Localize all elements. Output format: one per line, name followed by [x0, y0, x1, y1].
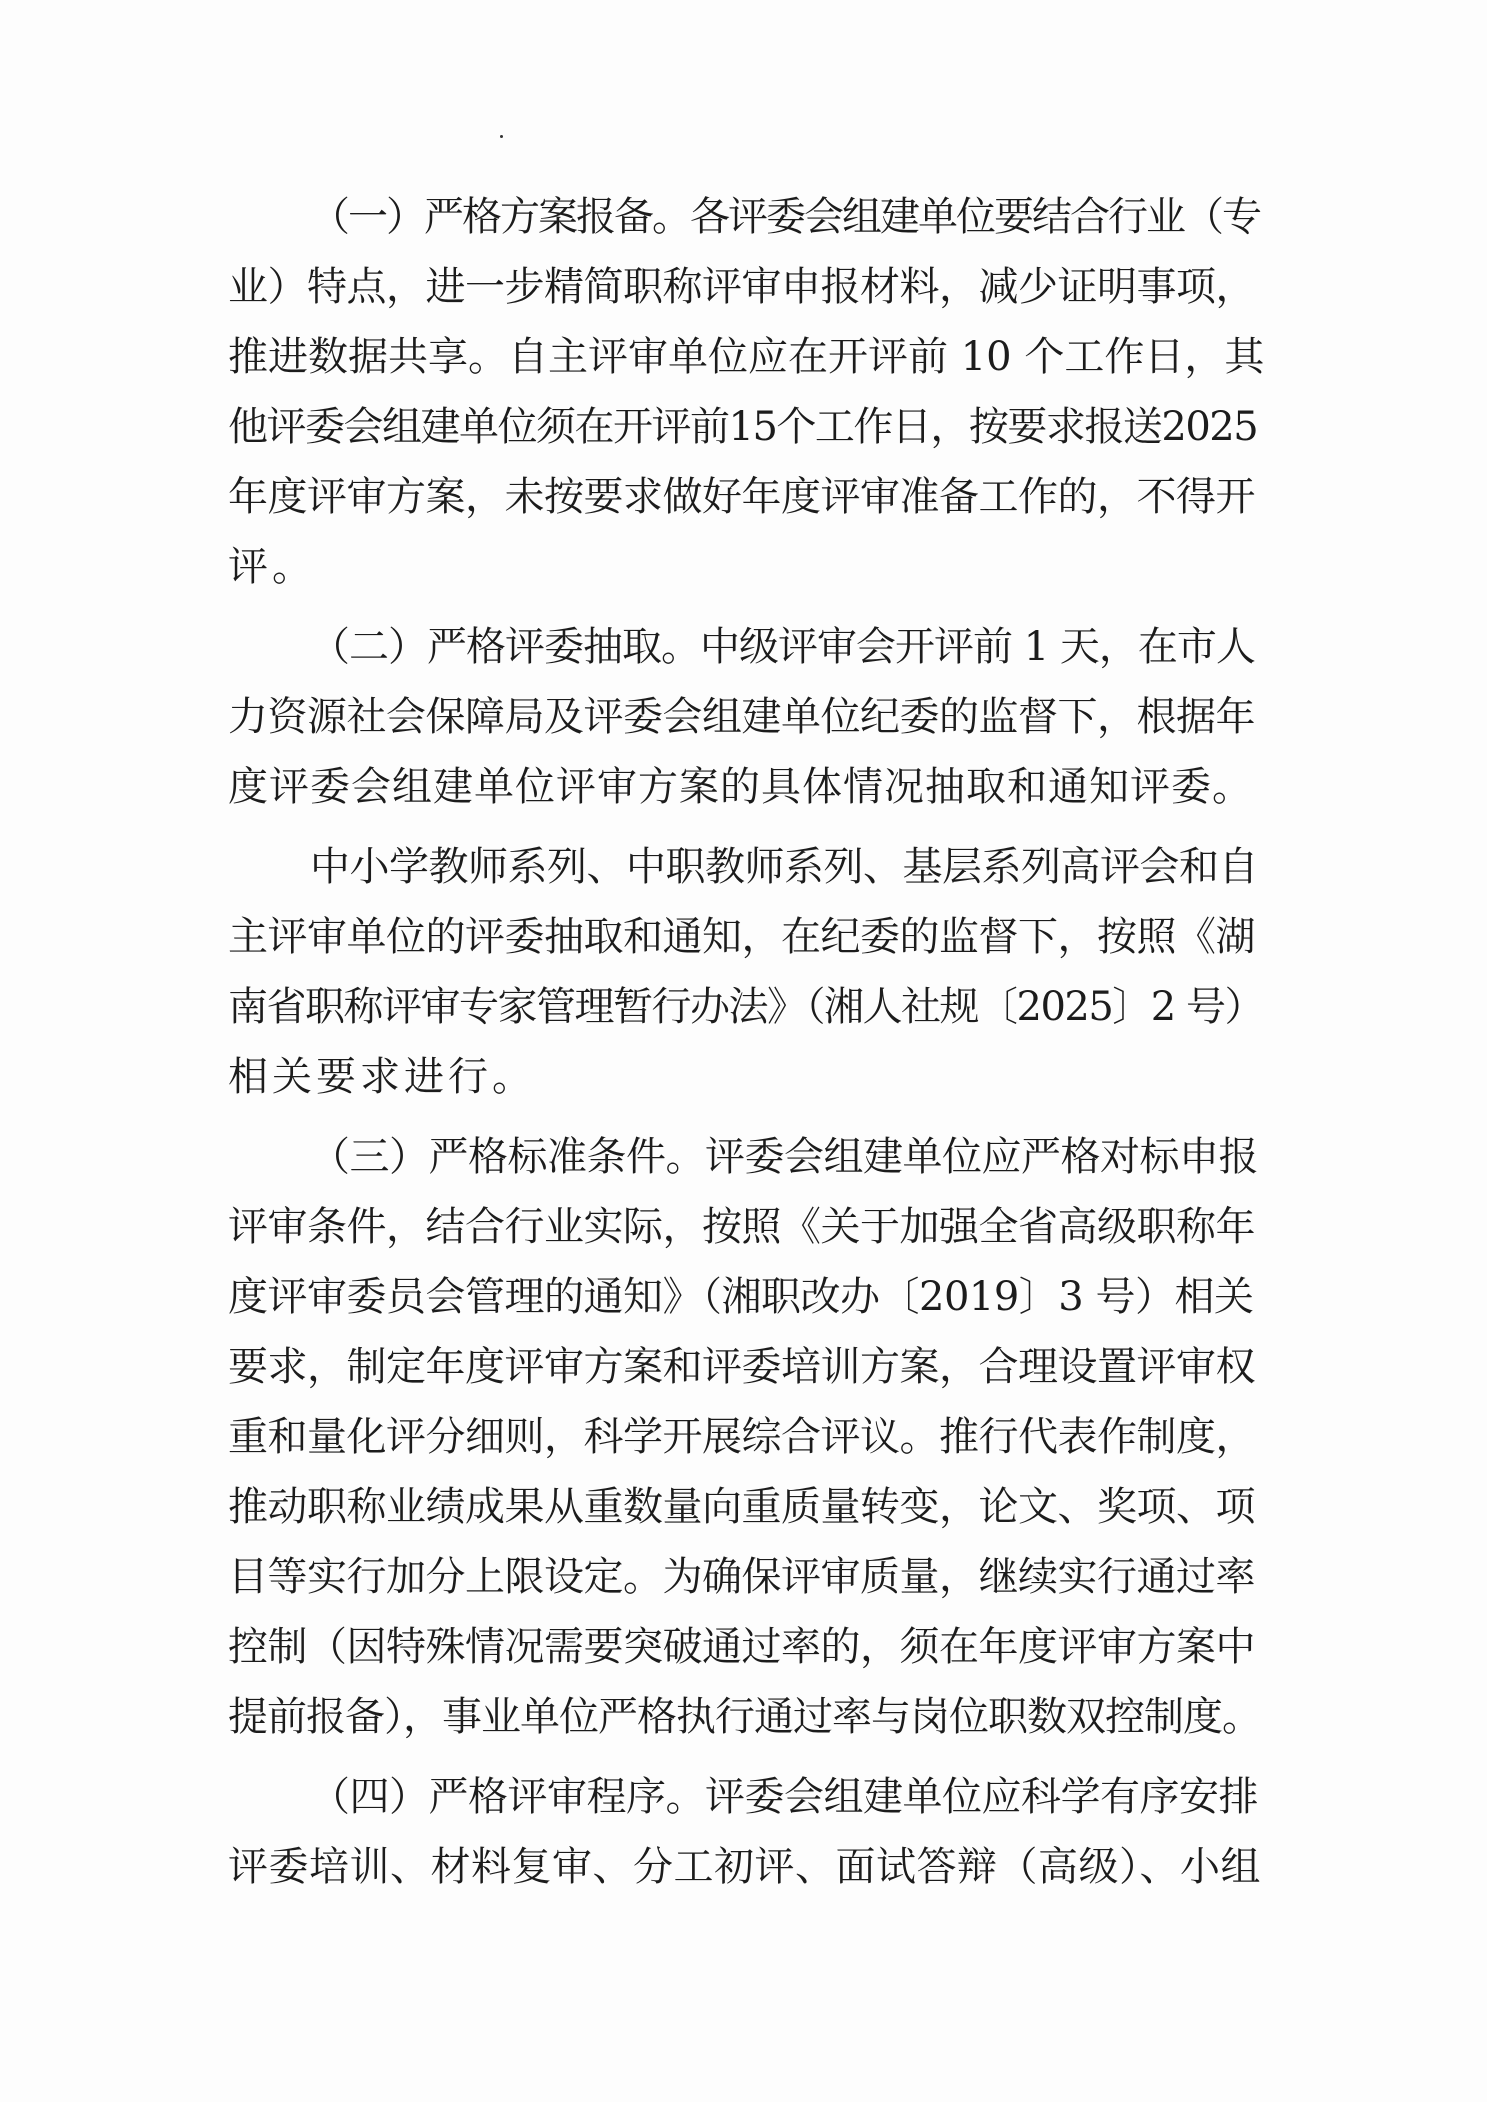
text-line: 控制（因特殊情况需要突破通过率的，须在年度评审方案中 — [228, 1624, 1255, 1670]
text-line: 中小学教师系列、中职教师系列、基层系列高评会和自 — [310, 844, 1258, 890]
scan-speck — [500, 135, 503, 138]
text-line: 度评委会组建单位评审方案的具体情况抽取和通知评委。 — [228, 764, 1253, 810]
text-line: 南省职称评审专家管理暂行办法》（湘人社规〔2025〕2 号） — [228, 984, 1263, 1030]
text-line: 推进数据共享。自主评审单位应在开评前 10 个工作日，其 — [228, 334, 1265, 380]
text-line: 目等实行加分上限设定。为确保评审质量，继续实行通过率 — [228, 1554, 1255, 1600]
text-line: （三）严格标准条件。评委会组建单位应严格对标申报 — [310, 1134, 1258, 1180]
text-line: 推动职称业绩成果从重数量向重质量转变，论文、奖项、项 — [228, 1484, 1255, 1530]
text-line: 评审条件，结合行业实际，按照《关于加强全省高级职称年 — [228, 1204, 1255, 1250]
text-line: （四）严格评审程序。评委会组建单位应科学有序安排 — [310, 1774, 1258, 1820]
text-line: 他评委会组建单位须在开评前15个工作日，按要求报送2025 — [228, 404, 1258, 450]
text-line: （一）严格方案报备。各评委会组建单位要结合行业（专 — [310, 194, 1260, 240]
text-line: 度评审委员会管理的通知》（湘职改办〔2019〕3 号）相关 — [228, 1274, 1254, 1320]
text-line: 提前报备），事业单位严格执行通过率与岗位职数双控制度。 — [228, 1694, 1261, 1740]
text-line: 评。 — [228, 544, 316, 590]
text-line: 相关要求进行。 — [228, 1054, 536, 1100]
text-line: 主评审单位的评委抽取和通知，在纪委的监督下，按照《湖 — [228, 914, 1255, 960]
text-line: 要求，制定年度评审方案和评委培训方案，合理设置评审权 — [228, 1344, 1255, 1390]
text-line: 评委培训、材料复审、分工初评、面试答辩（高级）、小组 — [228, 1844, 1261, 1890]
text-line: 年度评审方案，未按要求做好年度评审准备工作的，不得开 — [228, 474, 1255, 520]
text-line: 力资源社会保障局及评委会组建单位纪委的监督下，根据年 — [228, 694, 1255, 740]
text-line: 重和量化评分细则，科学开展综合评议。推行代表作制度， — [228, 1414, 1255, 1460]
text-line: （二）严格评委抽取。中级评审会开评前 1 天，在市人 — [310, 624, 1255, 670]
text-line: 业）特点，进一步精简职称评审申报材料，减少证明事项， — [228, 264, 1255, 310]
